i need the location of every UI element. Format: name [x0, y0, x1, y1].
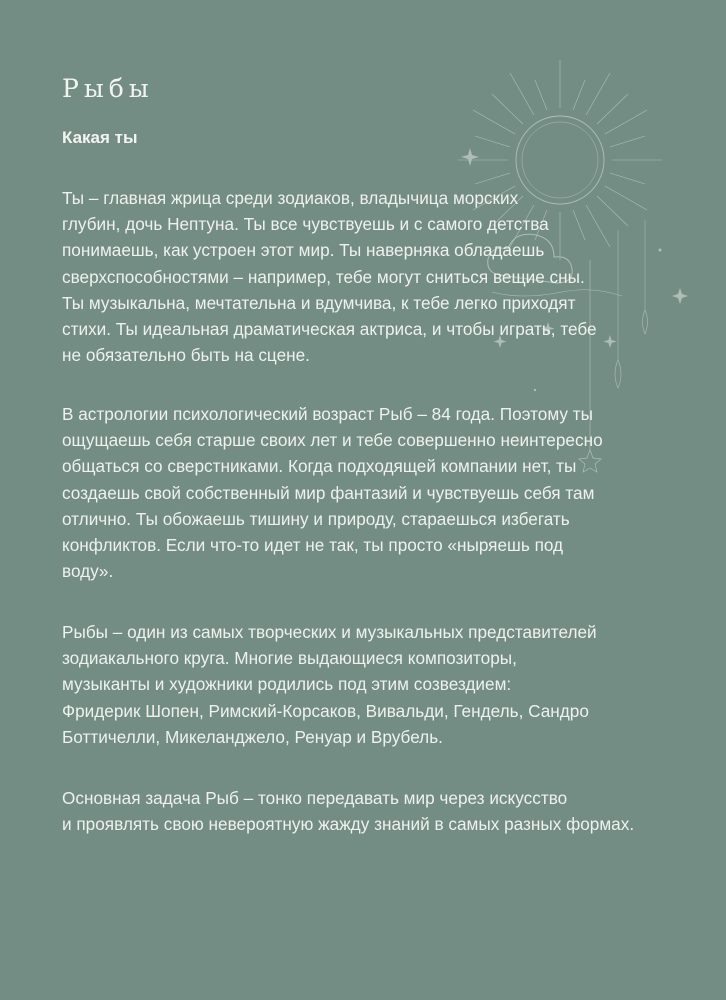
sparkle-star-icon [461, 148, 479, 166]
section-heading: Какая ты [62, 128, 138, 147]
text-line: Основная задача Рыб – тонко передавать мир через искусство [62, 788, 568, 808]
text-line: Фридерик Шопен, Римский-Корсаков, Вивальди, Гендель, Сандро [62, 700, 589, 721]
text-line: музыканты и художники родились под этим созвездием: [62, 674, 512, 695]
text-line: не обязательно быть на сцене. [62, 345, 310, 366]
paragraph-4 [62, 785, 682, 837]
text-line: общаться со сверстниками. Когда подходящей компании нет, ты [62, 456, 577, 477]
text-line: создаешь свой собственный мир фантазий и чувствуешь себя там [62, 482, 595, 503]
text-line: отлично. Ты обожаешь тишину и природу, стараешься избегать [62, 508, 570, 529]
text-line: Боттичелли, Микеланджело, Ренуар и Врубель. [62, 726, 443, 747]
paragraph-3 [62, 619, 682, 750]
text-line: В астрологии психологический возраст Рыб – 84 года. Поэтому ты [62, 404, 593, 424]
text-line: стихи. Ты идеальная драматическая актриса, и чтобы играть, тебе [62, 319, 597, 340]
text-line: глубин, дочь Нептуна. Ты все чувствуешь и с самого детства [62, 214, 549, 235]
text-line: Ты – главная жрица среди зодиаков, владычица морских [62, 188, 519, 208]
text-line: Ты музыкальна, мечтательна и вдумчива, к тебе легко приходят [62, 292, 576, 313]
text-line: Рыбы – один из самых творческих и музыкальных представителей [62, 622, 597, 642]
text-line: и проявлять свою невероятную жажду знаний в самых разных формах. [62, 814, 635, 835]
text-line: сверхспособностями – например, тебе могут сниться вещие сны. [62, 266, 585, 287]
text-line: понимаешь, как устроен этот мир. Ты наверняка обладаешь [62, 240, 545, 261]
paragraph-2 [62, 401, 682, 584]
text-line: конфликтов. Если что-то идет не так, ты просто «ныряешь под [62, 535, 564, 556]
text-line: воду». [62, 561, 114, 582]
text-line: зодиакального круга. Многие выдающиеся композиторы, [62, 648, 517, 669]
paragraph-1 [62, 185, 682, 368]
page-title: Рыбы [62, 74, 154, 103]
text-line: ощущаешь себя старше своих лет и тебе совершенно неинтересно [62, 430, 603, 451]
